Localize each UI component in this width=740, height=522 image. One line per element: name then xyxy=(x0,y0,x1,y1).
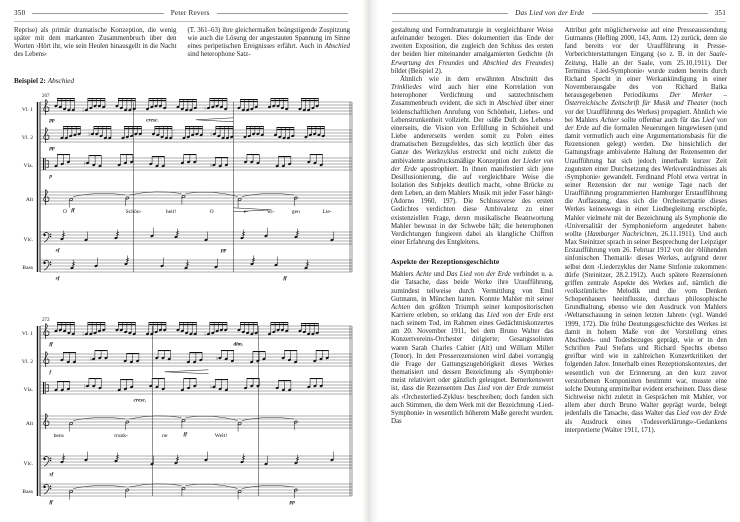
svg-text:O: O xyxy=(209,209,214,215)
svg-text:Vl. 2: Vl. 2 xyxy=(21,135,33,141)
header-rule xyxy=(32,13,163,14)
page-right xyxy=(378,0,740,522)
svg-text:dim.: dim. xyxy=(233,341,244,348)
svg-text:sf: sf xyxy=(49,471,54,478)
svg-text:♭: ♭ xyxy=(210,385,213,391)
svg-text:ff: ff xyxy=(49,341,53,348)
svg-text:272: 272 xyxy=(42,318,50,323)
svg-text:Bass: Bass xyxy=(22,265,33,271)
svg-text:Bass: Bass xyxy=(22,489,33,495)
page-left xyxy=(0,0,362,522)
svg-text:sf: sf xyxy=(55,275,60,282)
svg-text:Alt: Alt xyxy=(25,197,33,203)
example-label-prefix: Beispiel 2: xyxy=(14,77,46,85)
header-rule xyxy=(392,13,508,14)
svg-text:bens: bens xyxy=(53,433,64,439)
svg-text:♭: ♭ xyxy=(88,132,91,138)
svg-text:Schön-: Schön- xyxy=(125,209,142,215)
svg-text:Alt: Alt xyxy=(25,421,33,427)
intro-column-2 xyxy=(188,27,351,60)
svg-text:O: O xyxy=(62,209,67,215)
music-example-score xyxy=(10,88,356,516)
running-head-left: Peter Revers xyxy=(170,9,210,17)
paragraph: Mahlers Achte und Das Lied von der Erde verbindet u. a. die Tatsache, dass beide Werke ihre Uraufführung, zumindest teilweise durch Vermittlung von Emil Gutmann, in München hatten. Konnte Mahler mit seiner Achten den größten Triumph seiner kompositorischen Karriere erleben, so erklang das Lied von der Erde erst nach seinem Tod, im Rahmen eines Gedächtniskonzertes am 20. November 1911, bei dem Bruno Walter das Konzertvereins-Orchester dirigierte; Gesangssolisten waren Sarah Charles Cahier (Alt) und William Miller (Tenor). In den Presserezensionen wird dabei vorrangig die Frage der Gattungszugehörigkeit dieses Werkes thematisiert und dessen Bezeichnung als ›Symphonie‹ meist relativiert oder gänzlich geleugnet. Bemerkenswert ist, dass die Rezensenten Das Lied von der Erde zumeist als ›Orchesterlied-Zyklus‹ beschreiben; doch fanden sich auch Stimmen, die dem Werk mit der Bezeichnung ›Lied-Symphonie‹ in wesentlich höherem Maße gerecht wurden. Das xyxy=(391,271,554,426)
intro-column-1 xyxy=(14,27,177,60)
svg-text:♭: ♭ xyxy=(83,161,86,167)
svg-text:cresc.: cresc. xyxy=(133,397,147,404)
svg-text:pp: pp xyxy=(220,247,227,254)
text-column-1 xyxy=(391,27,554,515)
page-header-left xyxy=(14,9,348,17)
svg-text:♭: ♭ xyxy=(210,132,213,138)
header-rule xyxy=(217,13,348,14)
svg-text:ff: ff xyxy=(283,275,287,282)
page-number-right: 351 xyxy=(714,9,726,17)
header-underline xyxy=(392,21,726,22)
svg-text:Vl. 2: Vl. 2 xyxy=(21,359,33,365)
svg-text:ff: ff xyxy=(49,499,53,506)
svg-text:trunk-: trunk- xyxy=(114,433,128,439)
paragraph: Attribut geht möglicherweise auf eine Presseaussendung Gutmanns (Hefling 2000, 143, Anm. 12) zurück, denn sie fand bereits vor der Uraufführung in Presse-Vorberichterstattungen Eingang (so z. B. in der Saale-Zeitung, Halle an der Saale, vom 25.10.1911). Der Terminus ›Lied-Symphonie‹ wurde zudem bereits durch Richard Specht in einer Werkankündigung in einer Novemberausgabe des von Richard Batka herausgegebenen Periodikums Der Merker – Österreichische Zeitschrift für Musik und Theater (noch vor der Uraufführung des Werkes) propagiert. Ähnlich wie bei Mahlers Achter sollte offenbar auch für das Lied von der Erde auf die formalen Neuerungen hingewiesen (und damit vermutlich auch eine Argumentationsbasis für die Rezensionen gelegt) werden. Die hinsichtlich der Gattungsfrage ambivalente Haltung der Rezensenten der Uraufführung hat sich jedoch innerhalb kurzer Zeit zugunsten einer Durchsetzung des Werkverständnisses als ›Symphonie‹ gewandelt. Ferdinand Pfohl etwa vertrat in seiner Rezension der nur wenige Tage nach der Uraufführung programmierten Hamburger Erstaufführung die Auffassung, dass sich die Orchesterpartie dieses Werkes keineswegs in einer Liedbegleitung erschöpfe, Mahler vielmehr mit der Bezeichnung als Symphonie die ›Universalität der Symphonieform angedeutet haben‹ wollte (Hamburger Nachrichten, 26.11.1911). Und auch Max Steinitzer sprach in seiner Besprechung der Leipziger Erstaufführung vom 26. Februar 1912 von der ›blühenden sinfonischen Thematik‹ dieses Werkes, aufgrund derer selbst dem ›Liederzyklus der Name Sinfonie zukommen‹ dürfe (Steinitzer, 28.2.1912). Auch spätere Rezensionen griffen zentrale Aspekte des Werkes auf, nämlich die ›volkstümliche‹ Melodik und die vom Denken Schopenhauers beeinflusste, durchaus philosophische Grundhaltung, ebenso wie den Ausdruck von Mahlers ›Weltanschauung in seinen letzten Jahren‹ (vgl. Wandel 1999, 172). Die frühe Deutungsgeschichte des Werkes ist damit in hohem Maße von der Vorstellung eines Abschieds- und Todesbezuges geprägt, wie er in den Schriften Paul Stefans und Richard Spechts ebenso greifbar wird wie in zahlreichen Konzertkritiken der folgenden Jahre. Innerhalb eines Rezeptionskontextes, der wesentlich von der Erinnerung an den kurz zuvor verstorbenen Komponisten bestimmt war, musste eine solche Deutung unmittelbar evident erscheinen. Dass diese Sichtweise nicht zuletzt in Gesprächen mit Mahler, vor allem aber durch Bruno Walter geprägt wurde, belegt jedenfalls die Tatsache, dass Walter das Lied von der Erde als Ausdruck eines ›Todesverklärungs‹-Gedankens interpretierte (Walter 1911, 171). xyxy=(564,27,727,434)
svg-text:wi-: wi- xyxy=(267,209,275,215)
header-rule xyxy=(592,13,708,14)
svg-text:ne: ne xyxy=(162,433,168,439)
svg-text:♭: ♭ xyxy=(210,163,213,169)
body-text xyxy=(391,27,727,515)
svg-text:267: 267 xyxy=(42,94,50,99)
svg-text:sf: sf xyxy=(55,247,60,254)
paragraph: gestaltung und Formdramaturgie in vergleichbarer Weise aufeinander bezogen. Dies dokumentiert das Ende der zweiten Exposition, die zugleich den Schluss des ersten der beiden hier miteinander amalgamierten Gedichte (In Erwartung des Freundes und Abschied des Freundes) bildet (Beispiel 2). xyxy=(391,27,554,75)
example-label-title: Abschied xyxy=(47,77,75,85)
svg-text:gen: gen xyxy=(291,209,300,215)
paragraph: Ähnlich wie in dem erwähnten Abschnitt des Trinkliedes wird auch hier eine Korrelation von heterophoner Verdichtung und satztechnischem Zusammenbruch evident, die sich in Abschied über einer leidenschaftlichen Anrufung von Schönheit, Liebes- und Lebenstrunkenheit vollzieht. Der ›süße Duft des Lebens‹ einerseits, die Vision von Erfüllung in Schönheit und Liebe andererseits werden somit zu Polen eines dramatischen Bezugsfeldes, das sich letztlich über das Ganze des Werkzyklus erstreckt und nicht zuletzt die ambivalente ausdrucksmäßige Konzeption der Lieder von der Erde apostrophiert. In ihnen manifestiert sich jene Desillusionierung, die auf vergleichbare Weise die Isolation des Subjekts deutlich macht, ›ohne Brücke zu dem Leben, an dem Mahlers Musik mit jeder Faser hängt‹ (Adorno 1960, 197). Die Schlussverse des ersten Gedichtes verdichten diese Ambivalenz zu einer existenziellen Frage, deren musikalische Beantwortung Mahler bewusst in der Schwebe hält; die heterophonen Verdichtungen fungieren dabei als klangliche Chiffren einer Erfahrung des Entgleitens. xyxy=(391,75,554,247)
paragraph: (T. 361–63) ihre gleichermaßen beängstigende Zuspitzung wie auch die Lösung der angestauten Spannung im Sinne eines peripetischen Ereignisses erfährt. Auch in Abschied sind heterophone Satz- xyxy=(187,27,350,59)
svg-text:e-: e- xyxy=(243,209,249,215)
svg-text:Vla.: Vla. xyxy=(23,387,33,393)
svg-text:f: f xyxy=(49,369,52,376)
section-heading: Aspekte der Rezeptionsgeschichte xyxy=(391,257,500,267)
text-column-2 xyxy=(565,27,728,515)
svg-text:♭: ♭ xyxy=(82,332,85,338)
svg-text:pp: pp xyxy=(49,117,55,124)
svg-text:heit!: heit! xyxy=(165,209,177,215)
header-underline xyxy=(14,21,348,22)
svg-text:♭: ♭ xyxy=(204,106,207,112)
svg-text:♭: ♭ xyxy=(89,357,92,363)
example-label xyxy=(14,77,74,85)
svg-text:pp: pp xyxy=(289,499,295,506)
svg-text:♭: ♭ xyxy=(83,384,86,390)
svg-text:cresc.: cresc. xyxy=(146,117,159,124)
svg-text:Welt!: Welt! xyxy=(214,433,228,439)
svg-text:♭: ♭ xyxy=(216,356,219,362)
svg-text:Lie-: Lie- xyxy=(322,209,332,215)
score-system-1 xyxy=(22,94,352,282)
svg-text:Vlc.: Vlc. xyxy=(23,461,33,467)
svg-text:♭: ♭ xyxy=(204,332,207,338)
svg-text:Vl. 1: Vl. 1 xyxy=(21,331,33,337)
intro-text xyxy=(14,27,350,60)
svg-text:Vl. 1: Vl. 1 xyxy=(21,107,33,113)
svg-text:♭: ♭ xyxy=(82,108,85,114)
svg-text:Vla.: Vla. xyxy=(23,163,33,169)
svg-text:pp: pp xyxy=(49,145,55,152)
running-head-right: Das Lied von der Erde xyxy=(515,9,585,17)
svg-text:Vlc.: Vlc. xyxy=(23,237,33,243)
score-system-2 xyxy=(22,318,352,506)
page-header-right xyxy=(392,9,726,17)
page-number-left: 350 xyxy=(14,9,26,17)
paragraph: Reprise) als primär dramatische Konzeption, die wenig später mit dem markanten Zusammenbruch über den Worten ›Hört ihr, wie sein Heulen hinausgellt in die Nacht des Lebens‹ xyxy=(14,27,177,59)
svg-text:ff: ff xyxy=(71,207,75,214)
page-gutter xyxy=(362,0,378,522)
svg-text:ff: ff xyxy=(183,431,188,438)
svg-text:p: p xyxy=(49,173,53,180)
